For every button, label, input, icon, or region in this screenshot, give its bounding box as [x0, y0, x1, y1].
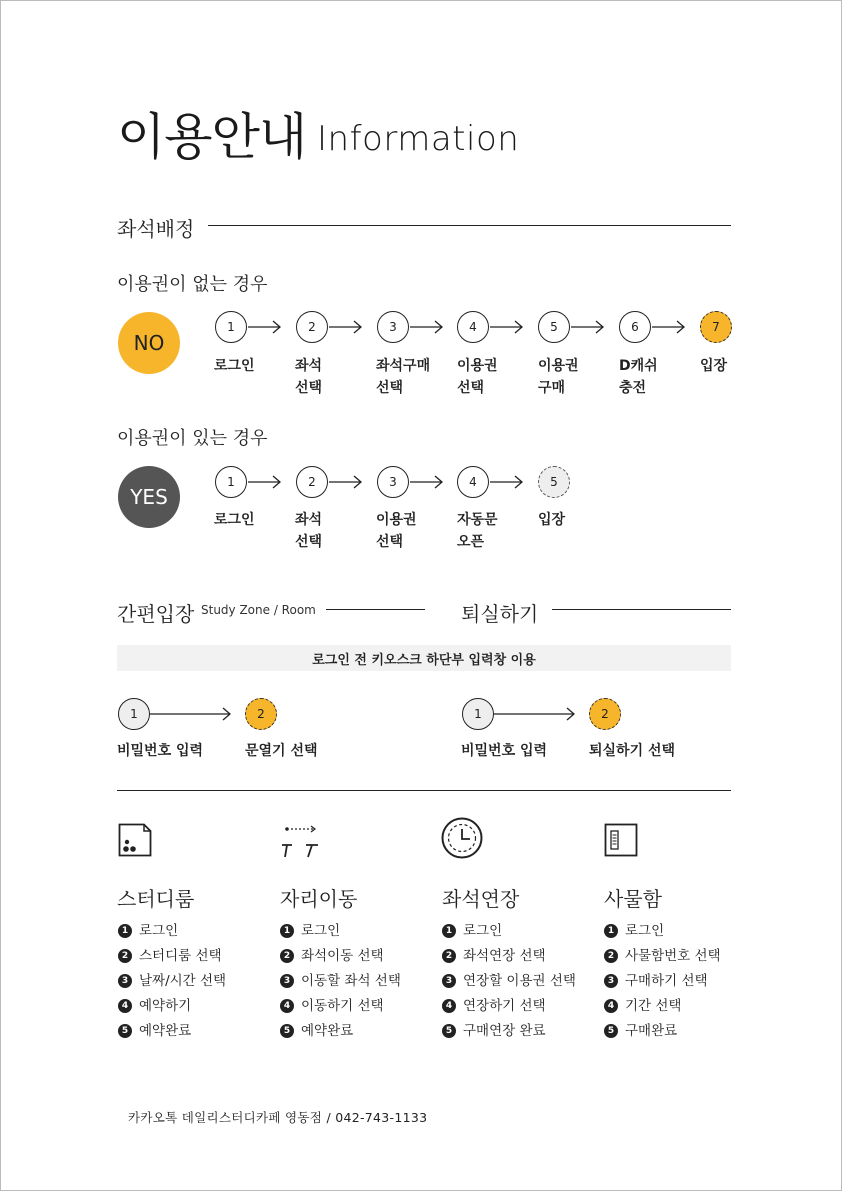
no-badge: NO: [118, 312, 180, 374]
step-label: 자동문 오픈: [457, 512, 498, 550]
list-item: 2 사물함번호 선택: [604, 943, 721, 968]
step-label: 문열기 선택: [245, 743, 318, 759]
list-item: 5 구매연장 완료: [442, 1018, 576, 1043]
feature-steps-seat-move: [280, 918, 401, 1043]
step-circle: 4: [457, 311, 489, 343]
number-icon: 1: [604, 924, 618, 938]
step-circle: 2: [296, 466, 328, 498]
step-label: 좌석구매 선택: [376, 358, 431, 396]
list-item: 4 기간 선택: [604, 993, 721, 1018]
arrow-icon: [329, 476, 361, 488]
list-item: 3 연장할 이용권 선택: [442, 968, 576, 993]
list-item: 3 구매하기 선택: [604, 968, 721, 993]
seat-move-icon: [280, 823, 320, 859]
arrow-icon: [410, 476, 442, 488]
step-label: 비밀번호 입력: [117, 743, 204, 759]
number-icon: 5: [604, 1024, 618, 1038]
list-item: 3 날짜/시간 선택: [118, 968, 226, 993]
quick-entry-heading: 간편입장: [117, 602, 195, 626]
step-label: 퇴실하기 선택: [589, 743, 676, 759]
number-icon: 5: [442, 1024, 456, 1038]
number-icon: 5: [280, 1024, 294, 1038]
arrow-icon: [329, 321, 361, 333]
study-room-icon: [118, 823, 152, 857]
step-circle: 6: [619, 311, 651, 343]
has-ticket-heading: 이용권이 있는 경우: [117, 428, 268, 449]
list-item: 3 이동할 좌석 선택: [280, 968, 401, 993]
step-circle: 3: [377, 466, 409, 498]
clock-icon: [441, 817, 483, 859]
feature-title-locker: 사물함: [604, 887, 662, 911]
list-item: 4 예약하기: [118, 993, 226, 1018]
number-icon: 3: [118, 974, 132, 988]
step-circle: 1: [215, 466, 247, 498]
step-label: 비밀번호 입력: [461, 743, 548, 759]
list-item: 5 예약완료: [118, 1018, 226, 1043]
number-icon: 2: [280, 949, 294, 963]
number-icon: 1: [280, 924, 294, 938]
step-label: 이용권 선택: [376, 512, 417, 550]
step-circle: 1: [215, 311, 247, 343]
feature-title-seat-move: 자리이동: [280, 887, 358, 911]
step-label: 입장: [700, 358, 728, 374]
step-label: 이용권 구매: [538, 358, 579, 396]
step-circle-final: 7: [700, 311, 732, 343]
list-item: 1 로그인: [442, 918, 576, 943]
number-icon: 3: [442, 974, 456, 988]
features-divider: [117, 790, 731, 791]
number-icon: 2: [604, 949, 618, 963]
number-icon: 4: [280, 999, 294, 1013]
step-circle: 1: [118, 698, 150, 730]
step-label: 이용권 선택: [457, 358, 498, 396]
arrow-icon: [494, 708, 574, 720]
arrow-icon: [150, 708, 230, 720]
checkout-divider: [552, 609, 731, 610]
step-label: 좌석 선택: [295, 512, 323, 550]
step-circle: 4: [457, 466, 489, 498]
number-icon: 5: [118, 1024, 132, 1038]
list-item: 1 로그인: [280, 918, 401, 943]
list-item: 4 이동하기 선택: [280, 993, 401, 1018]
number-icon: 3: [604, 974, 618, 988]
arrow-icon: [248, 476, 280, 488]
list-item: 2 좌석연장 선택: [442, 943, 576, 968]
step-circle: 1: [462, 698, 494, 730]
step-circle-final: 2: [589, 698, 621, 730]
arrow-icon: [652, 321, 684, 333]
arrow-icon: [490, 321, 522, 333]
number-icon: 2: [118, 949, 132, 963]
number-icon: 3: [280, 974, 294, 988]
number-icon: 2: [442, 949, 456, 963]
arrow-icon: [490, 476, 522, 488]
arrow-icon: [410, 321, 442, 333]
list-item: 5 구매완료: [604, 1018, 721, 1043]
kiosk-note: 로그인 전 키오스크 하단부 입력창 이용: [117, 645, 731, 671]
feature-steps-study-room: [118, 918, 226, 1043]
step-label: 로그인: [214, 358, 255, 374]
list-item: 1 로그인: [118, 918, 226, 943]
number-icon: 1: [118, 924, 132, 938]
step-label: 로그인: [214, 512, 255, 528]
number-icon: 4: [442, 999, 456, 1013]
arrow-icon: [571, 321, 603, 333]
quick-entry-subheading: Study Zone / Room: [201, 603, 316, 617]
quick-entry-divider: [326, 609, 425, 610]
step-circle: 2: [296, 311, 328, 343]
step-label: D캐쉬 충전: [619, 358, 658, 396]
no-ticket-heading: 이용권이 없는 경우: [117, 274, 268, 295]
seating-heading: 좌석배정: [117, 217, 195, 241]
number-icon: 4: [604, 999, 618, 1013]
list-item: 1 로그인: [604, 918, 721, 943]
list-item: 2 좌석이동 선택: [280, 943, 401, 968]
yes-badge: YES: [118, 466, 180, 528]
feature-title-study-room: 스터디룸: [117, 887, 195, 911]
feature-title-seat-extend: 좌석연장: [442, 887, 520, 911]
step-circle: 3: [377, 311, 409, 343]
locker-icon: [604, 823, 638, 857]
list-item: 5 예약완료: [280, 1018, 401, 1043]
feature-steps-seat-extend: [442, 918, 576, 1043]
number-icon: 1: [442, 924, 456, 938]
list-item: 2 스터디룸 선택: [118, 943, 226, 968]
step-circle: 5: [538, 311, 570, 343]
feature-steps-locker: [604, 918, 721, 1043]
step-label: 입장: [538, 512, 566, 528]
number-icon: 4: [118, 999, 132, 1013]
list-item: 4 연장하기 선택: [442, 993, 576, 1018]
step-circle-final: 2: [245, 698, 277, 730]
page-title: 이용안내: [117, 108, 307, 166]
step-circle-final: 5: [538, 466, 570, 498]
page-title-english: Information: [317, 119, 520, 159]
arrow-icon: [248, 321, 280, 333]
checkout-heading: 퇴실하기: [461, 602, 539, 626]
step-label: 좌석 선택: [295, 358, 323, 396]
footer-contact: 카카오톡 데일리스터디카페 영동점 / 042-743-1133: [128, 1110, 428, 1125]
